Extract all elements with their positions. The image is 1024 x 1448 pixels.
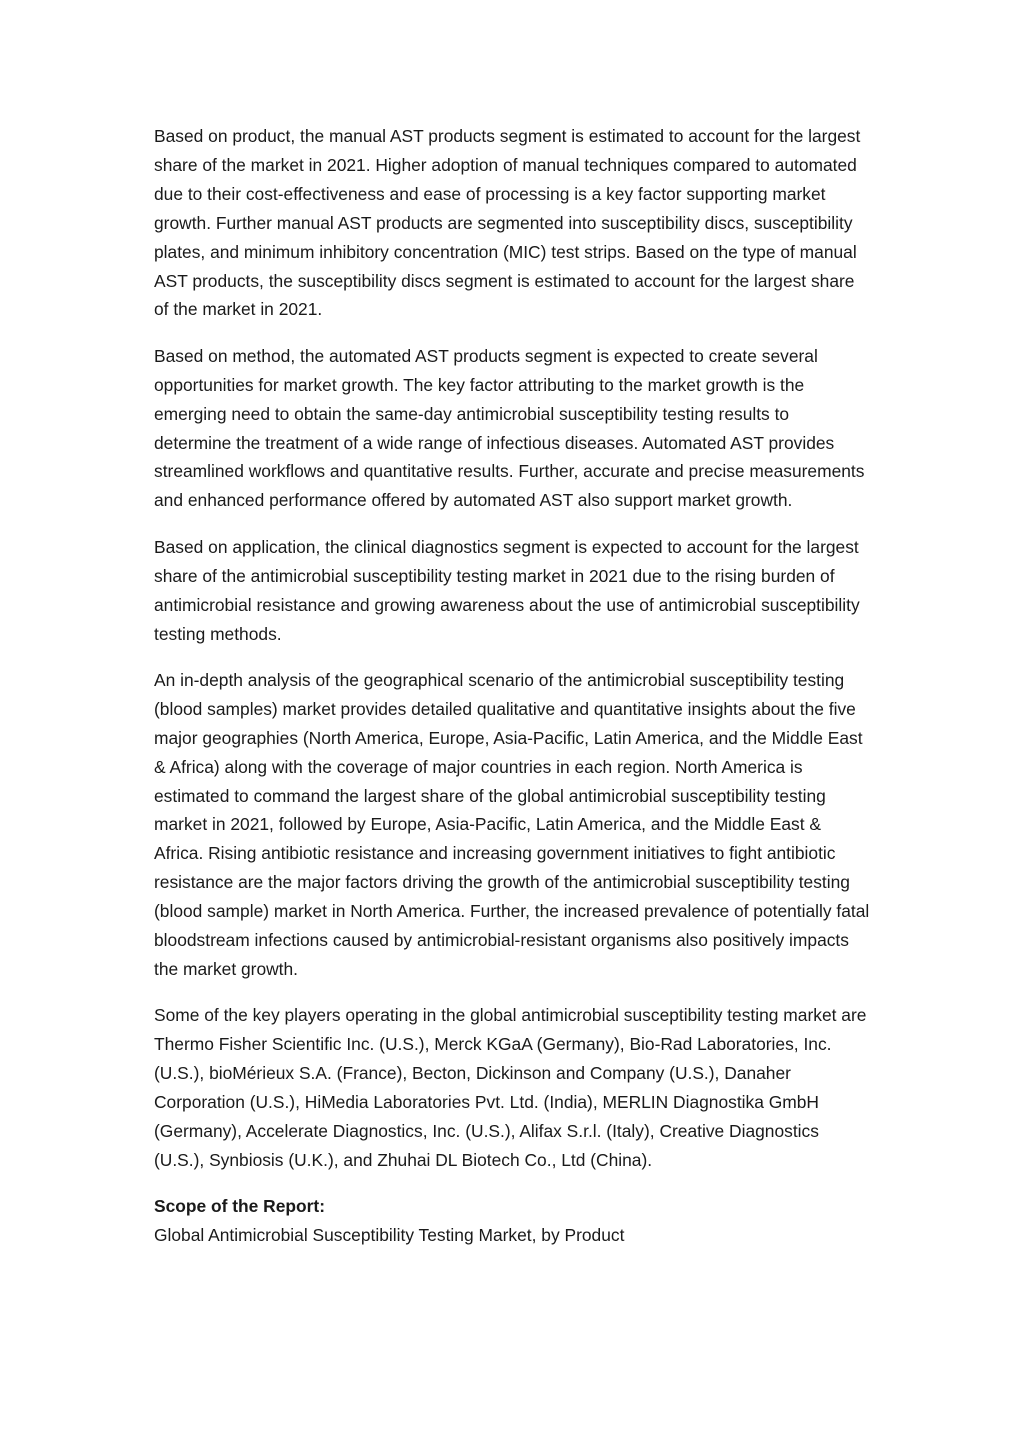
- paragraph-key-players: Some of the key players operating in the global antimicrobial susceptibility testing market are Thermo Fisher Scientific Inc. (U.S.), Merck KGaA (Germany), Bio-Rad Laboratories, Inc. (U.S.), bioMérieux S.A. (France), Becton, Dickinson and Company (U.S.), Danaher Corporation (U.S.), HiMedia Laboratories Pvt. Ltd. (India), MERLIN Diagnostika GmbH (Germany), Accelerate Diagnostics, Inc. (U.S.), Alifax S.r.l. (Italy), Creative Diagnostics (U.S.), Synbiosis (U.K.), and Zhuhai DL Biotech Co., Ltd (China).: [154, 1005, 867, 1170]
- paragraph-application: Based on application, the clinical diagnostics segment is expected to account for the largest share of the antimicrobial susceptibility testing market in 2021 due to the rising burden of antimicrobial resistance and growing awareness about the use of antimicrobial susceptibility testing methods.: [154, 536, 860, 644]
- scope-subheading: Global Antimicrobial Susceptibility Testing Market, by Product: [154, 1225, 625, 1246]
- scope-heading: Scope of the Report:: [154, 1196, 326, 1217]
- paragraph-product: Based on product, the manual AST products segment is estimated to account for the largest share of the market in 2021. Higher adoption of manual techniques compared to automated due to their cost-effectiveness and ease of processing is a key factor supporting market growth. Further manual AST products are segmented into susceptibility discs, susceptibility plates, and minimum inhibitory concentration (MIC) test strips. Based on the type of manual AST products, the susceptibility discs segment is estimated to account for the largest share of the market in 2021.: [154, 126, 861, 320]
- document-page: [154, 122, 870, 1250]
- paragraph-method: Based on method, the automated AST products segment is expected to create several opportunities for market growth. The key factor attributing to the market growth is the emerging need to obtain the same-day antimicrobial susceptibility testing results to determine the treatment of a wide range of infectious diseases. Automated AST provides streamlined workflows and quantitative results. Further, accurate and precise measurements and enhanced performance offered by automated AST also support market growth.: [154, 345, 865, 511]
- paragraph-geography: An in-depth analysis of the geographical scenario of the antimicrobial susceptibility testing (blood samples) market provides detailed qualitative and quantitative insights about the five major geographies (North America, Europe, Asia-Pacific, Latin America, and the Middle East & Africa) along with the coverage of major countries in each region. North America is estimated to command the largest share of the global antimicrobial susceptibility testing market in 2021, followed by Europe, Asia-Pacific, Latin America, and the Middle East & Africa. Rising antibiotic resistance and increasing government initiatives to fight antibiotic resistance are the major factors driving the growth of the antimicrobial susceptibility testing (blood sample) market in North America. Further, the increased prevalence of potentially fatal bloodstream infections caused by antimicrobial-resistant organisms also positively impacts the market growth.: [154, 669, 870, 979]
